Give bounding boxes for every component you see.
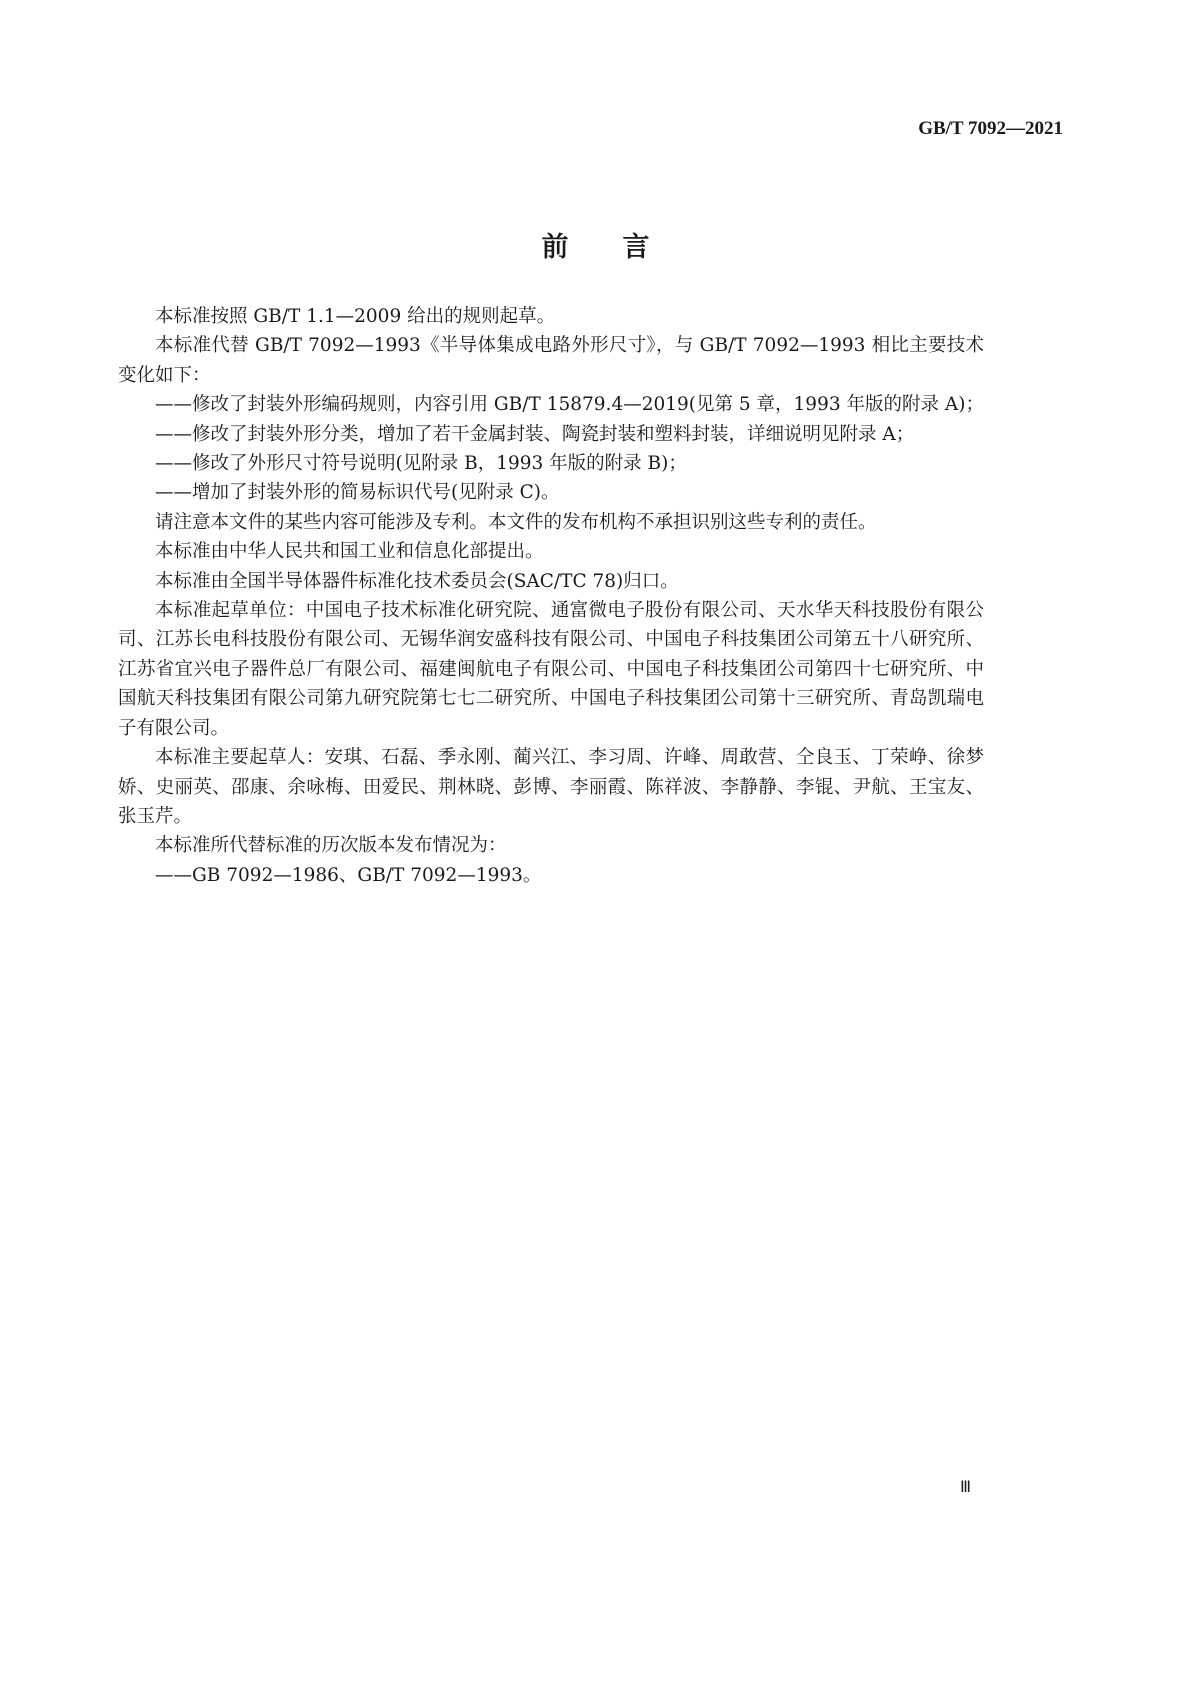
page-title: 前言 (541, 232, 704, 263)
change-item: ——修改了封装外形分类，增加了若干金属封装、陶瓷封装和塑料封装，详细说明见附录 A； (155, 423, 915, 445)
standard-number: GB/T 7092—2021 (918, 118, 1063, 139)
paragraph: 本标准所代替标准的历次版本发布情况为： (155, 835, 507, 857)
paragraph: 本标准起草单位：中国电子技术标准化研究院、通富微电子股份有限公司、天水华天科技股份有限公司、江苏长电科技股份有限公司、无锡华润安盛科技有限公司、中国电子科技集团公司第五十八研究所、江苏省宜兴电子器件总厂有限公司、福建闽航电子有限公司、中国电子科技集团公司第四十七研究所、中国航天科技集团有限公司第九研究院第七七二研究所、中国电子科技集团公司第十三研究所、青岛凯瑞电子有限公司。 (118, 600, 984, 739)
change-item: ——修改了外形尺寸符号说明(见附录 B，1993 年版的附录 B)； (155, 453, 687, 475)
paragraph: 本标准由全国半导体器件标准化技术委员会(SAC/TC 78)归口。 (155, 570, 679, 592)
version-item: ——GB 7092—1986、GB/T 7092—1993。 (155, 864, 542, 886)
foreword-body (118, 302, 984, 890)
paragraph: 请注意本文件的某些内容可能涉及专利。本文件的发布机构不承担识别这些专利的责任。 (155, 511, 877, 533)
change-item: ——增加了封装外形的简易标识代号(见附录 C)。 (155, 482, 560, 504)
paragraph: 本标准代替 GB/T 7092—1993《半导体集成电路外形尺寸》，与 GB/T 7092—1993 相比主要技术变化如下： (118, 335, 984, 386)
change-item: ——修改了封装外形编码规则，内容引用 GB/T 15879.4—2019(见第 5 章，1993 年版的附录 A)； (155, 394, 984, 416)
page-number: Ⅲ (959, 1479, 971, 1496)
paragraph: 本标准主要起草人：安琪、石磊、季永刚、蔺兴江、李习周、许峰、周敢营、仝良玉、丁荣峥、徐梦娇、史丽英、邵康、余咏梅、田爱民、荆林晓、彭博、李丽霞、陈祥波、李静静、李锟、尹航、王宝友、张玉芹。 (118, 747, 984, 827)
paragraph: 本标准按照 GB/T 1.1—2009 给出的规则起草。 (155, 306, 556, 327)
paragraph: 本标准由中华人民共和国工业和信息化部提出。 (155, 541, 544, 563)
